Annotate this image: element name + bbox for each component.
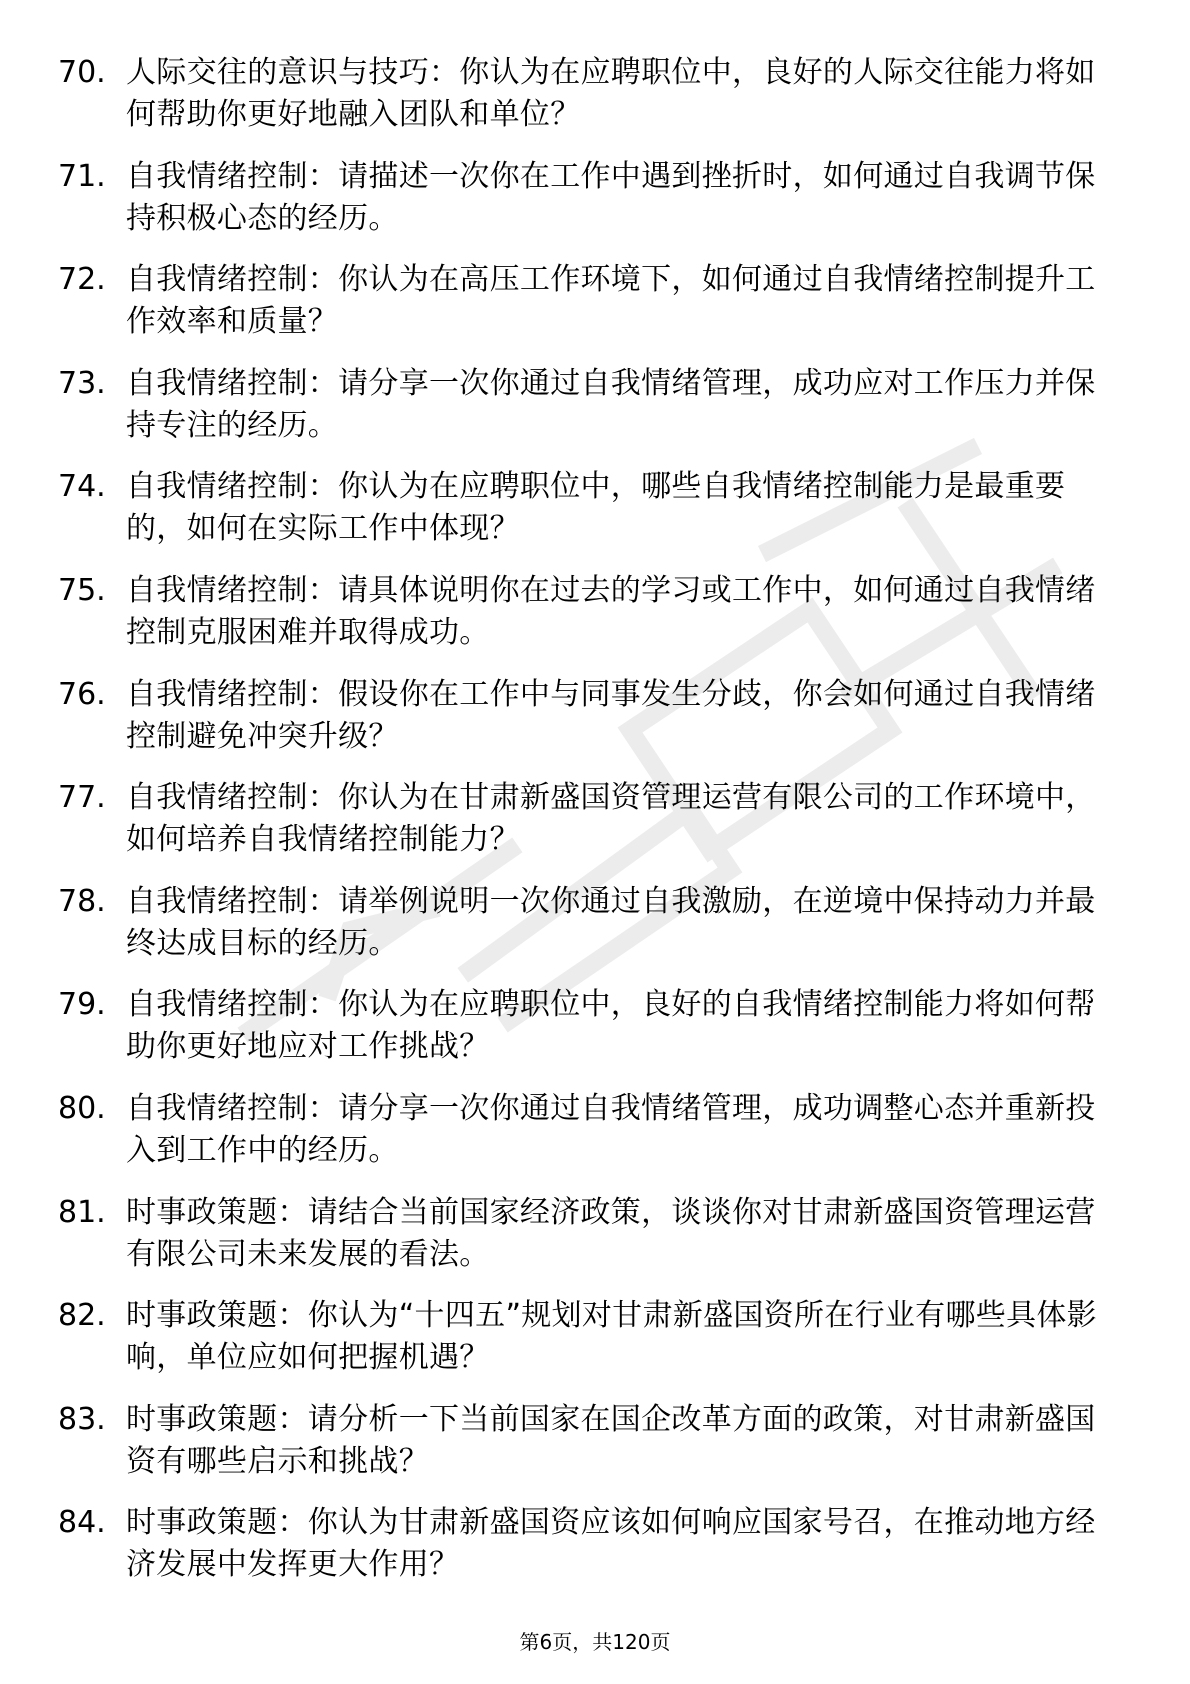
question-item [58,156,1118,240]
question-number: 76. [58,676,106,712]
question-text: 人际交往的意识与技巧：你认为在应聘职位中，良好的人际交往能力将如何帮助你更好地融入团队和单位？ [126,55,1096,132]
question-number: 82. [58,1298,106,1334]
question-item [58,1192,1118,1276]
question-item [58,777,1118,861]
question-number: 70. [58,55,106,90]
question-item [58,259,1118,343]
question-text: 自我情绪控制：你认为在应聘职位中，良好的自我情绪控制能力将如何帮助你更好地应对工作挑战？ [126,987,1096,1065]
question-text: 时事政策题：请结合当前国家经济政策，谈谈你对甘肃新盛国资管理运营有限公司未来发展的看法。 [126,1194,1096,1272]
question-item [58,363,1118,447]
question-text: 自我情绪控制：请分享一次你通过自我情绪管理，成功调整心态并重新投入到工作中的经历。 [126,1090,1096,1168]
question-text: 自我情绪控制：假设你在工作中与同事发生分歧，你会如何通过自我情绪控制避免冲突升级？ [126,676,1096,754]
question-item [58,570,1118,654]
question-text: 自我情绪控制：请描述一次你在工作中遇到挫折时，如何通过自我调节保持积极心态的经历。 [126,158,1096,236]
question-number: 79. [58,987,106,1023]
page-footer: 第6页，共120页 [519,1630,671,1654]
question-number: 78. [58,883,106,919]
question-item [58,984,1118,1068]
question-number: 80. [58,1090,106,1126]
question-number: 83. [58,1401,106,1437]
question-text: 自我情绪控制：请分享一次你通过自我情绪管理，成功应对工作压力并保持专注的经历。 [126,365,1096,443]
question-text: 自我情绪控制：你认为在甘肃新盛国资管理运营有限公司的工作环境中，如何培养自我情绪控制能力？ [126,780,1096,858]
question-number: 84. [58,1505,106,1541]
question-text: 自我情绪控制：请具体说明你在过去的学习或工作中，如何通过自我情绪控制克服困难并取得成功。 [126,572,1096,650]
question-item [58,1088,1118,1172]
question-number: 74. [58,469,106,505]
question-item [58,881,1118,965]
question-number: 77. [58,780,106,816]
question-text: 时事政策题：你认为甘肃新盛国资应该如何响应国家号召，在推动地方经济发展中发挥更大作用？ [126,1505,1096,1583]
question-item [58,1399,1118,1483]
question-item [58,1502,1118,1586]
question-item [58,1295,1118,1379]
question-number: 72. [58,262,106,298]
question-text: 自我情绪控制：你认为在应聘职位中，哪些自我情绪控制能力是最重要的，如何在实际工作中体现？ [126,469,1066,547]
question-text: 自我情绪控制：请举例说明一次你通过自我激励，在逆境中保持动力并最终达成目标的经历。 [126,883,1096,961]
question-number: 73. [58,365,106,401]
question-text: 时事政策题：你认为“十四五”规划对甘肃新盛国资所在行业有哪些具体影响，单位应如何把握机遇？ [126,1298,1097,1376]
question-text: 时事政策题：请分析一下当前国家在国企改革方面的政策，对甘肃新盛国资有哪些启示和挑战？ [126,1401,1096,1479]
question-item [58,52,1118,136]
question-text: 自我情绪控制：你认为在高压工作环境下，如何通过自我情绪控制提升工作效率和质量？ [126,262,1096,340]
question-number: 71. [58,158,106,194]
question-number: 81. [58,1194,106,1230]
question-list [58,52,1118,1606]
question-item [58,674,1118,758]
question-item [58,466,1118,550]
question-number: 75. [58,572,106,608]
